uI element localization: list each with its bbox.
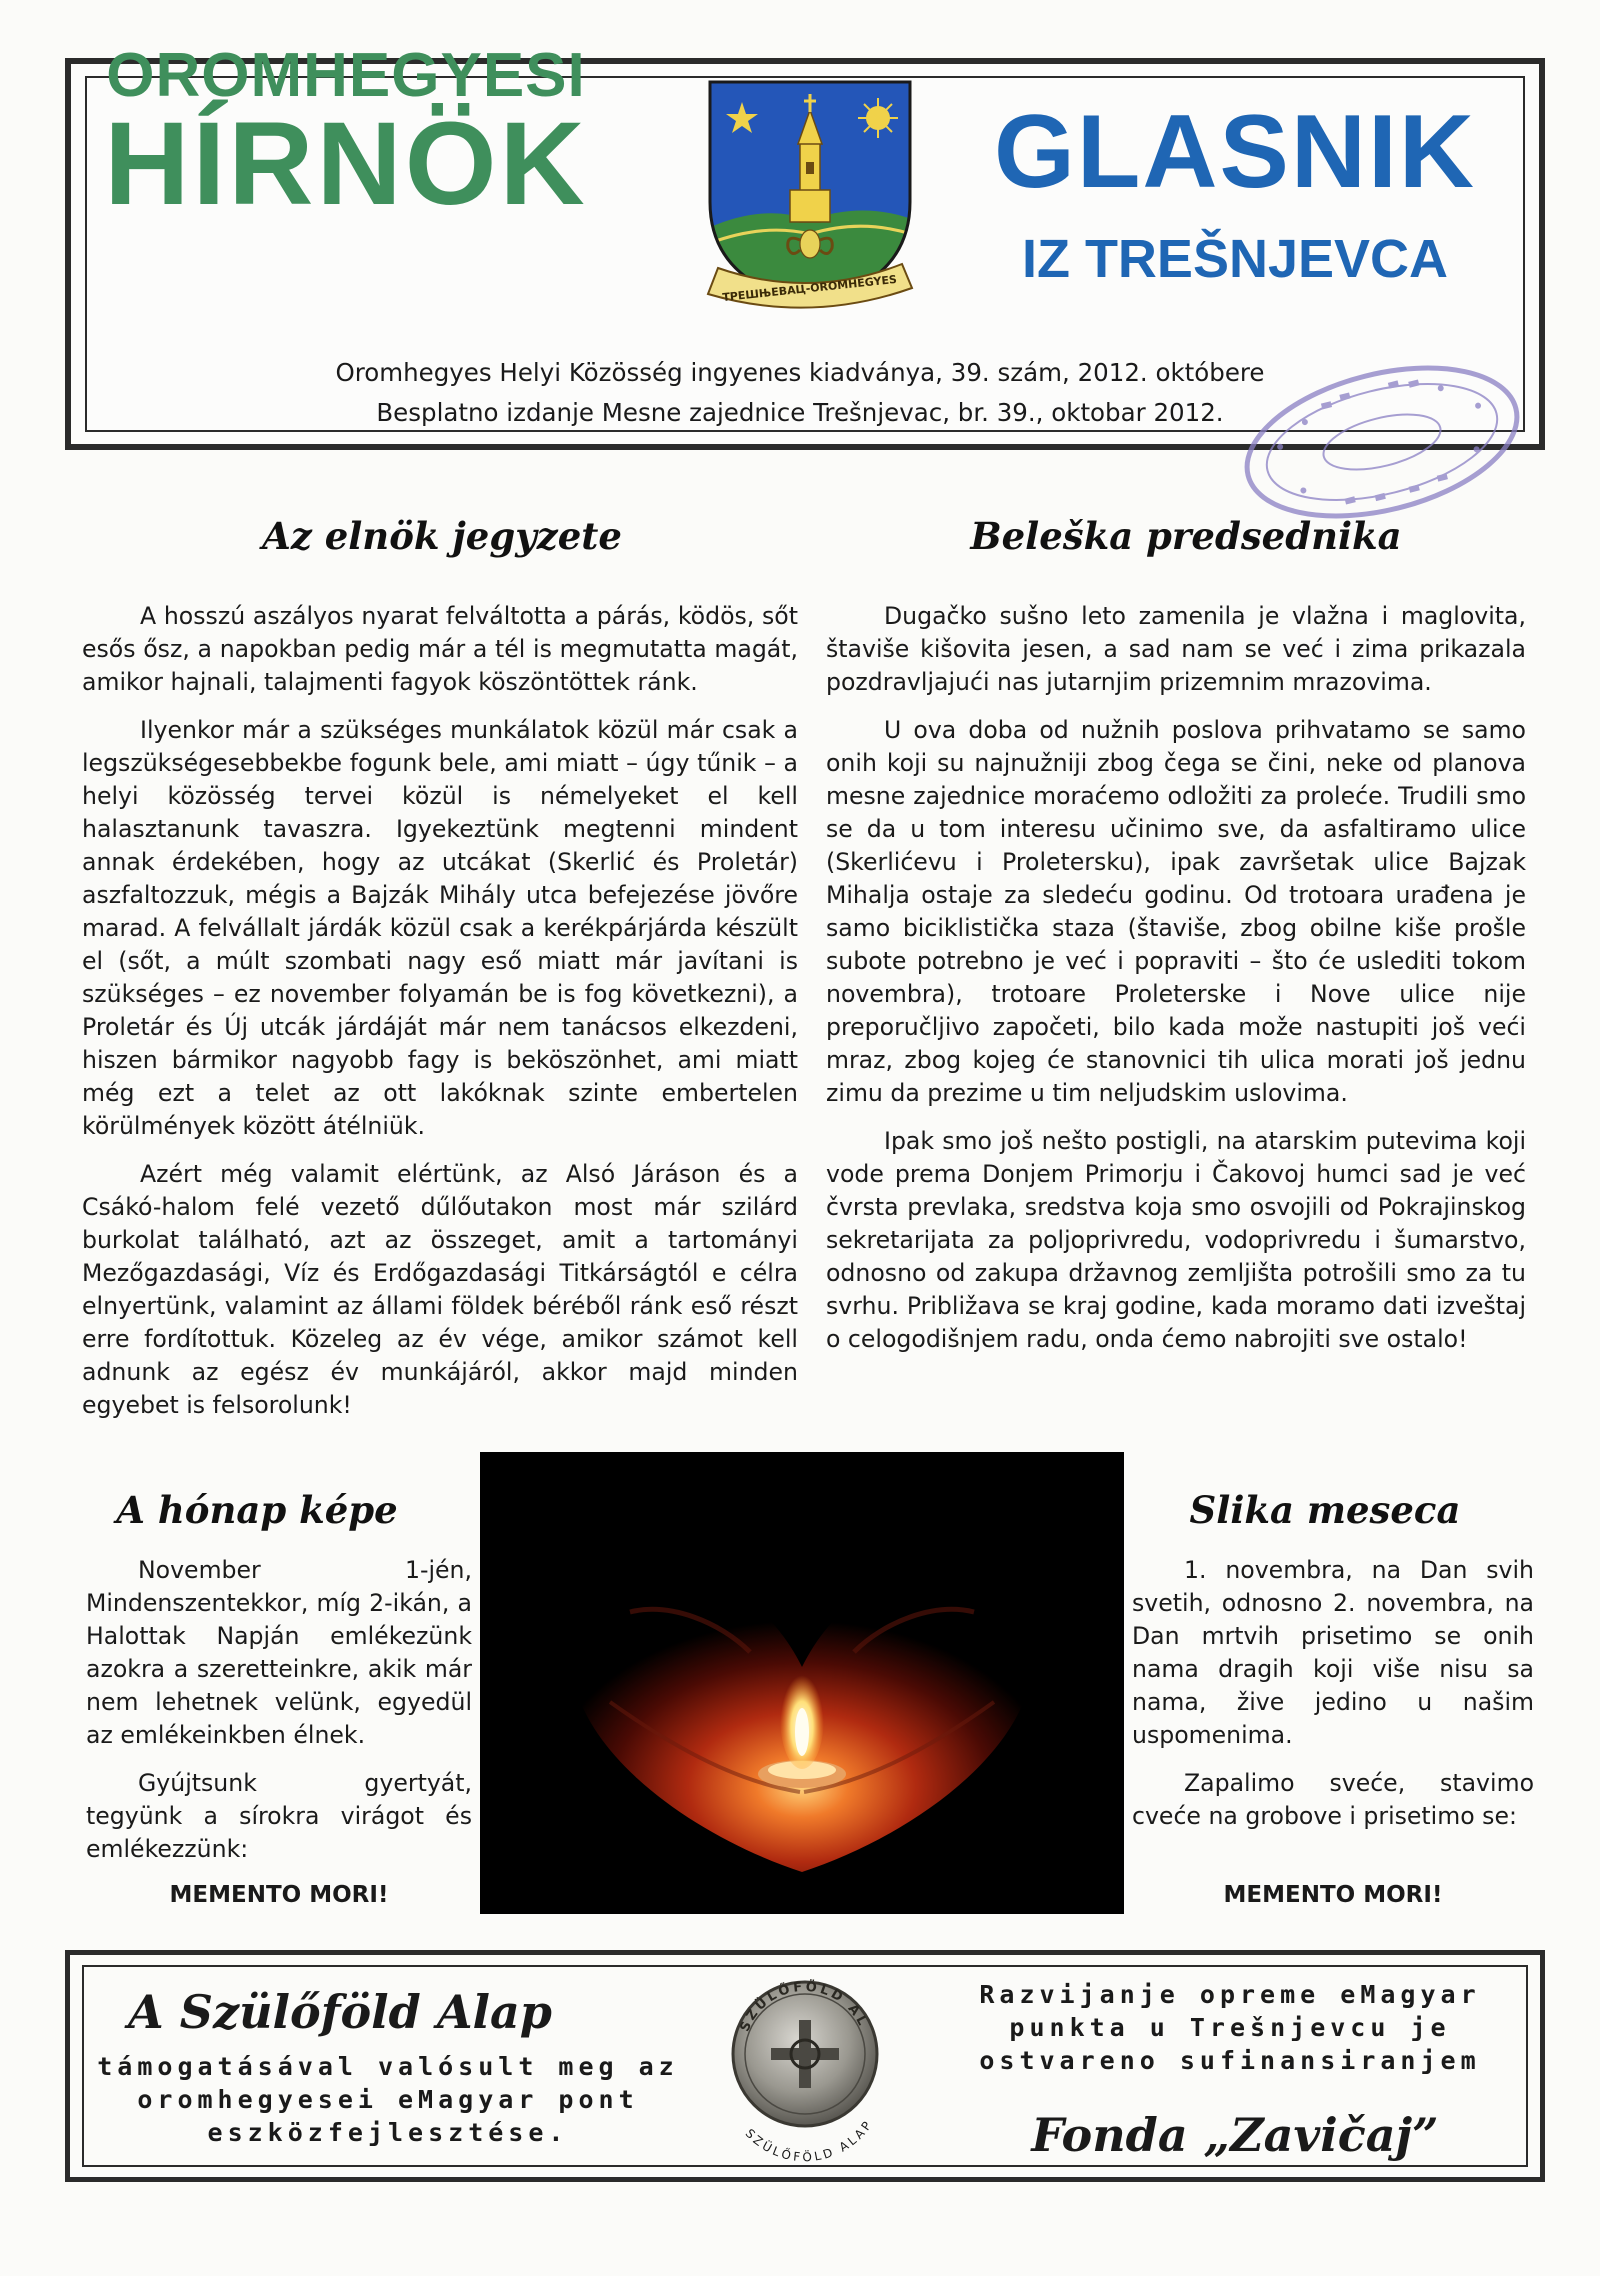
picture-hu-text [86, 1554, 472, 1881]
picture-sr-paragraph: 1. novembra, na Dan svih svetih, odnosno 2. novembra, na Dan mrtvih prisetimo se onih nama dragih koji više nisu sa nama, žive jedino u našim uspomenima. [1132, 1556, 1534, 1749]
article-sr-paragraph: Ipak smo još nešto postigli, na atarskim putevima koji vode prema Donjem Primorju i Čakovoj humci sad je već čvrsta prevlaka, sredstva koja smo osvojili od Pokrajinskog sekretarijata za poljoprivredu, vodoprivredu i šumarstvo, odnosno od zakupa državnog zemljišta potrošili smo za tu svrhu. Približava se kraj godine, kada moramo dati izveštaj o celogodišnjem radu, onda ćemo nabrojiti sve ostalo! [826, 1127, 1526, 1353]
memento-hu: MEMENTO MORI! [169, 1882, 389, 1908]
subtitle-hu: Oromhegyes Helyi Közösség ingyenes kiadványa, 39. szám, 2012. októbere [335, 358, 1265, 387]
fund-text-sr: Razvijanje opreme eMagyar punkta u Trešnjevcu je ostvareno sufinansiranjem [979, 1980, 1481, 2075]
article-sr-title: Beleška predsednika [970, 514, 1402, 558]
fund-text-hu: támogatásával valósult meg az oromhegyesei eMagyar pont eszközfejlesztése. [97, 2052, 679, 2147]
picture-sr-text [1132, 1554, 1534, 1848]
stamp-icon [1222, 352, 1542, 532]
subtitle-sr: Besplatno izdanje Mesne zajednice Trešnjevac, br. 39., oktobar 2012. [376, 398, 1224, 427]
article-sr-paragraph: U ova doba od nužnih poslova prihvatamo se samo onih koji su najnužniji zbog čega se čini, neke od planova mesne zajednice moraćemo odložiti za proleće. Trudili smo se da u tom interesu učinimo sve, da asfaltiramo ulice (Skerlićevu i Proletersku), ipak završetak ulice Bajzak Mihalja ostaje za sledeću godinu. Od trotoara urađena je samo biciklistička staza (štaviše, zbog obilne kiše prošle subote potrebno je već i popraviti – što će uslediti tokom novembra), trotoare Proleterske i Nove ulice nije preporučljivo započeti, bilo kada može nastupiti još veći mraz, zbog kojeg će stanovnici tih ulica morati još jednu zimu da prezime u tim neljudskim uslovima. [826, 716, 1526, 1107]
article-hu-paragraph: Azért még valamit elértünk, az Alsó Járáson és a Csákó-halom felé vezető dűlőutakon most már szilárd burkolat található, azt az összeget, amit a tartományi Mezőgazdasági, Víz és Erdőgazdasági Titkárságtól e célra elnyertünk, valamint az állami földek béréből ránk eső részt erre fordítottuk. Közeleg az év vége, amikor számot kell adnunk az egész év munkájáról, akkor majd minden egyebet is felsorolunk! [82, 1160, 798, 1419]
article-hu-body [82, 600, 798, 1437]
title-sr-line1: GLASNIK [994, 94, 1476, 210]
article-sr-paragraph: Dugačko sušno leto zamenila je vlažna i maglovita, štaviše kišovita jesen, a sad nam se već i zima prikazala pozdravljajući nas jutarnjim prizemnim mrazovima. [826, 602, 1526, 696]
article-hu-title: Az elnök jegyzete [262, 514, 622, 558]
fund-title-hu: A Szülőföld Alap [128, 1985, 552, 2039]
article-hu-paragraph: A hosszú aszályos nyarat felváltotta a párás, ködös, sőt esős ősz, a napokban pedig már a tél is megmutatta magát, amikor hajnali, talajmenti fagyok köszöntöttek ránk. [82, 602, 798, 696]
candle-hands-photo [480, 1452, 1124, 1914]
title-sr-line2: IZ TREŠNJEVCA [1021, 229, 1449, 289]
picture-hu-paragraph: November 1-jén, Mindenszentekkor, míg 2-ikán, a Halottak Napján emlékezünk azokra a szeretteinkre, akik már nem lehetnek velünk, egyedül az emlékeinkben élnek. [86, 1556, 472, 1749]
coin-logo-icon [715, 1966, 895, 2166]
article-hu-paragraph: Ilyenkor már a szükséges munkálatok közül már csak a legszükségesebbekbe fogunk bele, ami miatt – úgy tűnik – a helyi közösség tervei közül is némelyeket el kell halasztanunk tavaszra. Igyekeztünk megtenni mindent annak érdekében, hogy az utcákat (Skerlić és Proletár) aszfaltozzuk, mégis a Bajzák Mihály utca befejezése jövőre marad. A felvállalt járdák közül csak a kerékpárjárda készült el (sőt, a múlt szombati nagy eső miatt már javítani is szükséges – ez november folyamán be is fog következni), a Proletár és Új utcák járdáját már nem tanácsos elkezdeni, hiszen bármikor nagyobb fagy is beköszönhet, ami miatt még ezt a telet az ott lakóknak szinte embertelen körülmények között átélniük. [82, 716, 798, 1140]
crest-ribbon-text: ТРЕШЊЕВАЦ-OROMHEGYES [721, 272, 898, 305]
article-sr-body [826, 600, 1526, 1371]
coat-of-arms-icon [700, 72, 920, 312]
fund-title-sr: Fonda „Zavičaj” [1031, 2108, 1439, 2162]
title-hu-line1: OROMHEGYESI [106, 41, 586, 110]
coin-bottom-text: SZÜLŐFÖLD ALAP [742, 2116, 876, 2165]
coin-top-text: SZÜLŐFÖLD AL [737, 1979, 871, 2034]
memento-sr: MEMENTO MORI! [1223, 1882, 1443, 1908]
picture-sr-title: Slika meseca [1189, 1488, 1461, 1532]
picture-sr-paragraph: Zapalimo sveće, stavimo cveće na grobove i prisetimo se: [1132, 1769, 1534, 1830]
picture-hu-title: A hónap képe [116, 1488, 398, 1532]
picture-hu-paragraph: Gyújtsunk gyertyát, tegyünk a sírokra virágot és emlékezzünk: [86, 1769, 472, 1863]
title-hu-line2: HÍRNÖK [104, 98, 588, 230]
